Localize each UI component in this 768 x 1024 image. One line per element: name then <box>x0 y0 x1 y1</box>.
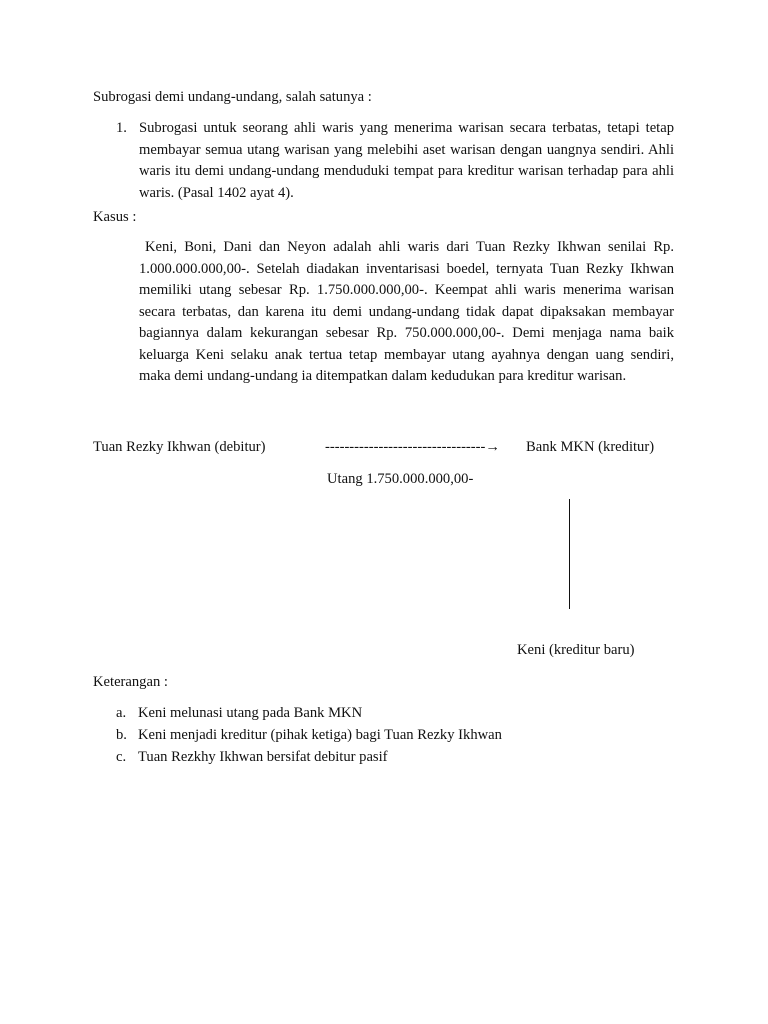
list-item-letter: a. <box>116 705 127 721</box>
list-item-text: Keni menjadi kreditur (pihak ketiga) bagi Tuan Rezky Ikhwan <box>138 727 502 743</box>
list-item-letter: c. <box>116 749 127 765</box>
kasus-paragraph: Keni, Boni, Dani dan Neyon adalah ahli waris dari Tuan Rezky Ikhwan senilai Rp. 1.000.000.000,00-. Setelah diadakan inventarisasi boedel, ternyata Tuan Rezky Ikhwan memiliki utang sebesar Rp. 1.750.000.000,00-. Keempat ahli waris menerima warisan secara terbatas, dan karena itu demi undang-undang tidak dapat dipaksakan membayar bagiannya dalam kekurangan sebesar Rp. 750.000.000,00-. Demi menjaga nama baik keluarga Keni selaku anak tertua tetap membayar utang ayahnya dengan uang sendiri, maka demi undang-undang ia ditempatkan dalam kedudukan para kreditur warisan. <box>139 239 674 384</box>
vertical-connector-line <box>569 499 570 609</box>
debtor-label: Tuan Rezky Ikhwan (debitur) <box>93 439 266 455</box>
list-item-letter: b. <box>116 727 127 743</box>
creditor-label: Bank MKN (kreditur) <box>526 439 655 455</box>
list-item-text: Tuan Rezkhy Ikhwan bersifat debitur pasif <box>138 749 388 765</box>
new-creditor-label: Keni (kreditur baru) <box>517 642 635 658</box>
point-1-text: Subrogasi untuk seorang ahli waris yang menerima warisan secara terbatas, tetapi tetap membayar semua utang warisan yang melebihi aset warisan dengan uangnya sendiri. Ahli waris itu demi undang-undang menduduki tempat para kreditur warisan terhadap para ahli waris. (Pasal 1402 ayat 4). <box>139 120 674 201</box>
keterangan-label: Keterangan : <box>93 674 168 690</box>
debt-amount-label: Utang 1.750.000.000,00- <box>327 471 474 487</box>
point-1-number: 1. <box>116 120 127 136</box>
arrow-connector: ---------------------------------→ <box>325 439 500 455</box>
list-item-text: Keni melunasi utang pada Bank MKN <box>138 705 363 721</box>
intro-text: Subrogasi demi undang-undang, salah satunya : <box>93 89 372 105</box>
kasus-label: Kasus : <box>93 209 137 225</box>
